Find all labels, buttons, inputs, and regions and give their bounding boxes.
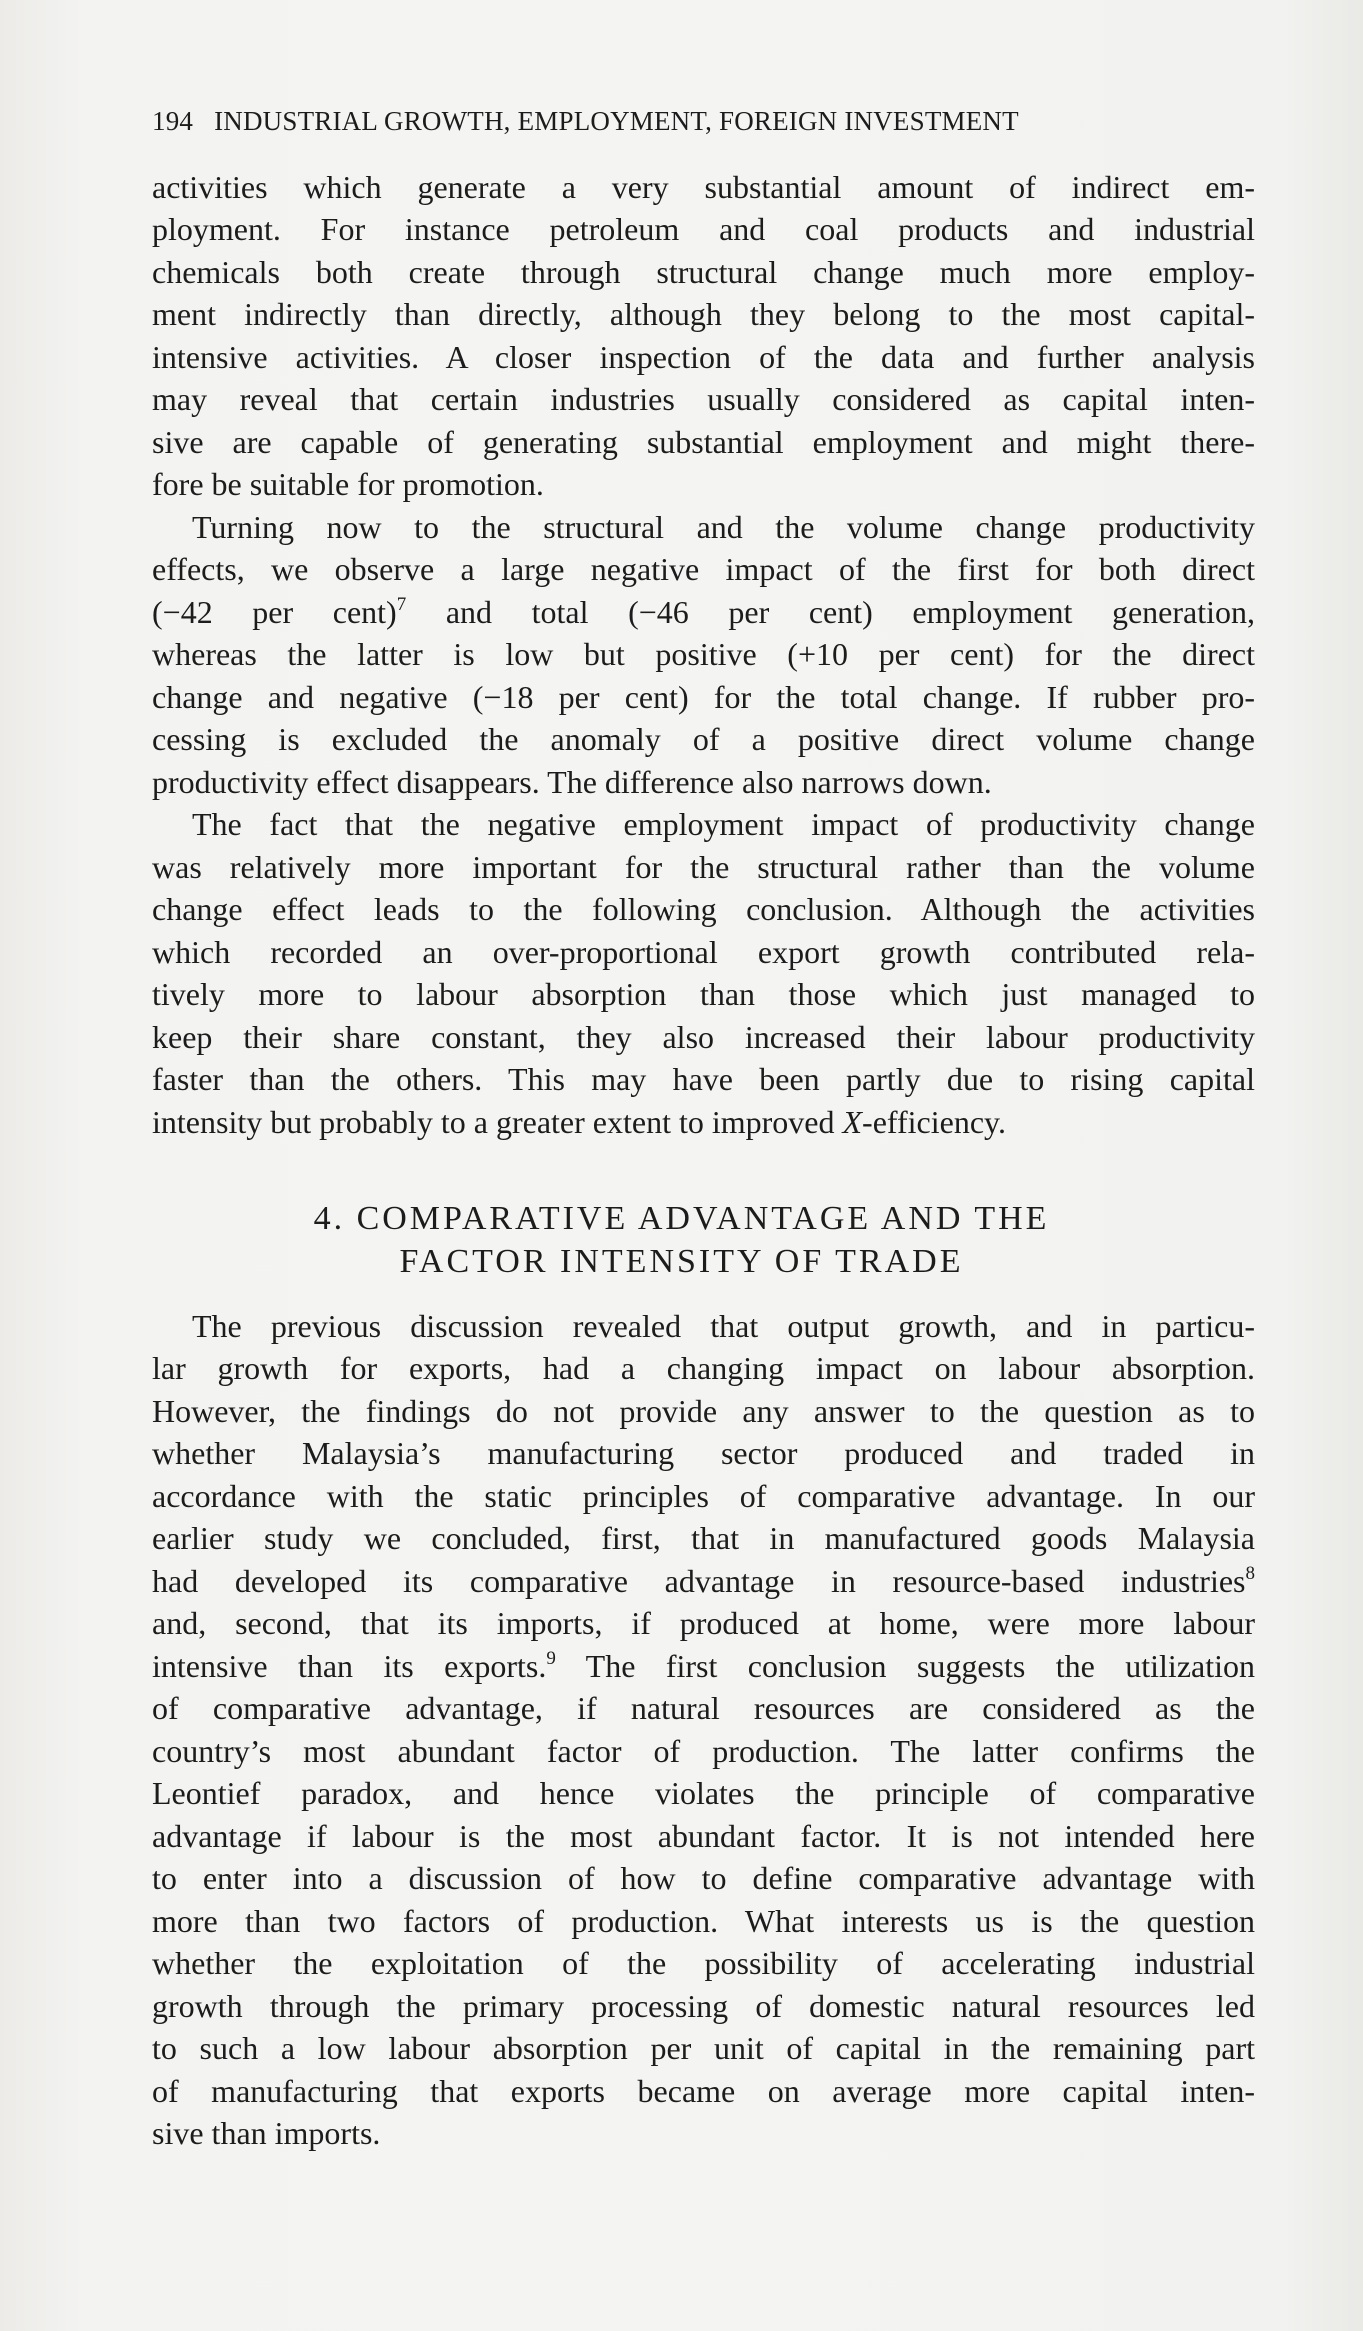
text-line: faster than the others. This may have been partly due to rising capital <box>152 1061 1255 1097</box>
text-line: whether Malaysia’s manufacturing sector produced and traded in <box>152 1435 1255 1471</box>
text-line: Leontief paradox, and hence violates the principle of comparative <box>152 1775 1255 1811</box>
text-line: advantage if labour is the most abundant factor. It is not intended here <box>152 1818 1255 1854</box>
text-line: intensity but probably to a greater extent to improved X-efficiency. <box>152 1104 1006 1140</box>
text-line: change effect leads to the following conclusion. Although the activities <box>152 891 1255 927</box>
text-line: fore be suitable for promotion. <box>152 466 544 502</box>
text-line: effects, we observe a large negative impact of the first for both direct <box>152 551 1255 587</box>
text-line: The fact that the negative employment impact of productivity change <box>192 806 1255 842</box>
text-line: accordance with the static principles of comparative advantage. In our <box>152 1478 1255 1514</box>
text-line: chemicals both create through structural change much more employ- <box>152 254 1255 290</box>
text-line: ployment. For instance petroleum and coal products and industrial <box>152 211 1255 247</box>
text-line: more than two factors of production. What interests us is the question <box>152 1903 1255 1939</box>
text-line: may reveal that certain industries usually considered as capital inten- <box>152 381 1255 417</box>
text-line: sive are capable of generating substantial employment and might there- <box>152 424 1255 460</box>
text-line: sive than imports. <box>152 2115 381 2151</box>
text-line: growth through the primary processing of domestic natural resources led <box>152 1988 1255 2024</box>
text-line: country’s most abundant factor of production. The latter confirms the <box>152 1733 1255 1769</box>
text-line: whereas the latter is low but positive (+10 per cent) for the direct <box>152 636 1255 672</box>
text-line: had developed its comparative advantage in resource-based industries$^8$ <box>152 1563 1255 1599</box>
footnote-ref-9[interactable]: 9 <box>546 1648 556 1669</box>
text-line: to such a low labour absorption per unit of capital in the remaining part <box>152 2030 1255 2066</box>
running-head-title: INDUSTRIAL GROWTH, EMPLOYMENT, FOREIGN INVESTMENT <box>214 106 1019 136</box>
text-line: intensive than its exports.$^9$ The first conclusion suggests the utilization <box>152 1648 1256 1684</box>
text-line: cessing is excluded the anomaly of a positive direct volume change <box>152 721 1255 757</box>
footnote-ref-8[interactable]: 8 <box>1245 1563 1255 1584</box>
text-line: which recorded an over-proportional export growth contributed rela- <box>152 934 1255 970</box>
text-line: productivity effect disappears. The difference also narrows down. <box>152 764 992 800</box>
footnote-ref-7[interactable]: 7 <box>396 594 407 615</box>
section-heading-line-2: FACTOR INTENSITY OF TRADE <box>399 1243 964 1280</box>
text-line: However, the findings do not provide any answer to the question as to <box>152 1393 1255 1429</box>
italic-x: X <box>842 1104 863 1140</box>
text-line: Turning now to the structural and the volume change productivity <box>192 509 1255 545</box>
text-line: was relatively more important for the structural rather than the volume <box>152 849 1255 885</box>
section-heading-line-1: 4. COMPARATIVE ADVANTAGE AND THE <box>313 1200 1050 1237</box>
text-line: to enter into a discussion of how to define comparative advantage with <box>152 1860 1255 1896</box>
text-line: of comparative advantage, if natural resources are considered as the <box>152 1690 1255 1726</box>
running-head <box>152 106 1019 137</box>
text-line: keep their share constant, they also increased their labour productivity <box>152 1019 1255 1055</box>
text-line: whether the exploitation of the possibility of accelerating industrial <box>152 1945 1255 1981</box>
text-line: activities which generate a very substantial amount of indirect em- <box>152 169 1255 205</box>
text-line: The previous discussion revealed that output growth, and in particu- <box>192 1308 1255 1344</box>
text-line: change and negative (−18 per cent) for the total change. If rubber pro- <box>152 679 1255 715</box>
text-line: of manufacturing that exports became on average more capital inten- <box>152 2073 1255 2109</box>
text-line: earlier study we concluded, first, that in manufactured goods Malaysia <box>152 1520 1255 1556</box>
page-number: 194 <box>152 106 194 136</box>
text-line: lar growth for exports, had a changing impact on labour absorption. <box>152 1350 1255 1386</box>
text-line: and, second, that its imports, if produced at home, were more labour <box>152 1605 1255 1641</box>
text-line: ment indirectly than directly, although they belong to the most capital- <box>152 296 1255 332</box>
text-line: intensive activities. A closer inspection of the data and further analysis <box>152 339 1255 375</box>
text-line: (−42 per cent)$^7$ and total (−46 per cent) employment generation, <box>152 594 1256 630</box>
text-line: tively more to labour absorption than those which just managed to <box>152 976 1255 1012</box>
